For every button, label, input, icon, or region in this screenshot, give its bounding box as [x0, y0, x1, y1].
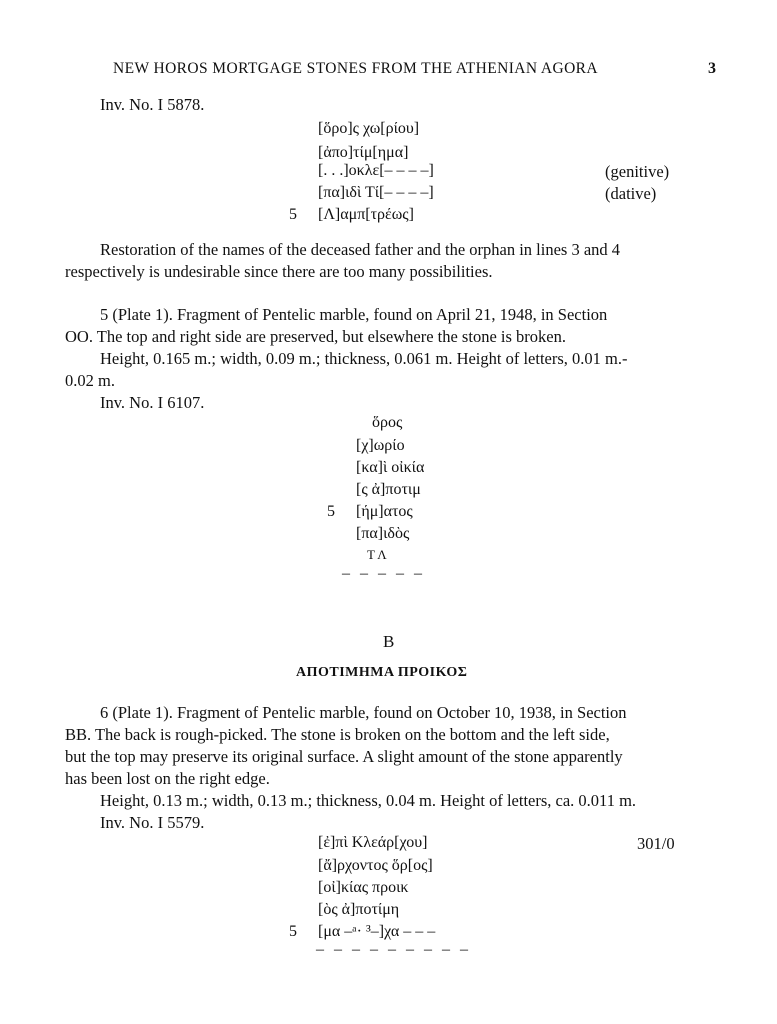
inscription-line: [ἄ]ρχοντος ὅρ[ος]: [318, 857, 433, 874]
case-note: (genitive): [605, 162, 670, 181]
entry-heading: 5 (Plate 1). Fragment of Pentelic marble, found on April 21, 1948, in Section: [100, 305, 608, 324]
running-title: NEW HOROS MORTGAGE STONES FROM THE ATHENIAN AGORA: [113, 60, 598, 77]
line-number: 5: [289, 206, 297, 223]
inscription-line: [. . .]οκλε[– – – –]: [318, 162, 434, 179]
inv-number: Inv. No. I 6107.: [100, 393, 205, 412]
inscription-line: [πα]ιδὶ Τί[– – – –]: [318, 184, 434, 201]
date-note: 301/0: [637, 834, 675, 853]
measurement-line: Height, 0.165 m.; width, 0.09 m.; thickness, 0.061 m. Height of letters, 0.01 m.-: [100, 349, 628, 368]
section-title: ΑΠΟΤΙΜΗΜΑ ΠΡΟΙΚΟΣ: [296, 665, 468, 680]
commentary-line: Restoration of the names of the deceased father and the orphan in lines 3 and 4: [100, 240, 621, 259]
commentary-line: respectively is undesirable since there are too many possibilities.: [65, 262, 493, 281]
inscription-line: [χ]ωρίο: [356, 437, 405, 454]
line-number: 5: [327, 503, 335, 520]
line-number: 5: [289, 923, 297, 940]
break-mark: – – – – – – – – –: [316, 941, 471, 958]
inscription-line: [ἐ]πὶ Κλεάρ[χου]: [318, 834, 428, 851]
inscription-line: [Λ]αμπ[τρέως]: [318, 206, 414, 223]
page-number: 3: [708, 60, 716, 77]
inscription-line: ὅρος: [372, 414, 403, 431]
inscription-line: Τ Λ: [367, 547, 387, 562]
measurement-line: Height, 0.13 m.; width, 0.13 m.; thickness, 0.04 m. Height of letters, ca. 0.011 m.: [100, 791, 637, 810]
inv-number: Inv. No. I 5878.: [100, 95, 205, 114]
case-note: (dative): [605, 184, 657, 203]
break-mark: – – – – –: [342, 565, 425, 582]
inscription-line: [μα –ᵃ· ³–]χα – – –: [318, 923, 436, 940]
inscription-line: [ήμ]ατος: [356, 503, 413, 520]
inscription-line: [ὸς ἀ]ποτίμη: [318, 901, 400, 918]
description-line: has been lost on the right edge.: [65, 769, 270, 788]
inscription-line: [οἰ]κίας προικ: [318, 879, 409, 896]
section-letter: B: [383, 632, 395, 651]
inv-number: Inv. No. I 5579.: [100, 813, 205, 832]
inscription-line: [ὅρο]ς χω[ρίου]: [318, 120, 420, 137]
measurement-line: 0.02 m.: [65, 371, 115, 390]
inscription-line: [ἀπο]τίμ[ημα]: [318, 144, 409, 161]
inscription-line: [κα]ὶ οἰκία: [356, 459, 425, 476]
description-line: but the top may preserve its original surface. A slight amount of the stone apparently: [65, 747, 623, 766]
entry-heading: 6 (Plate 1). Fragment of Pentelic marble, found on October 10, 1938, in Section: [100, 703, 627, 722]
description-line: OO. The top and right side are preserved, but elsewhere the stone is broken.: [65, 327, 566, 346]
inscription-line: [πα]ιδὸς: [356, 525, 410, 542]
inscription-line: [ς ἀ]ποτιμ: [356, 481, 421, 498]
description-line: BB. The back is rough-picked. The stone is broken on the bottom and the left side,: [65, 725, 610, 744]
